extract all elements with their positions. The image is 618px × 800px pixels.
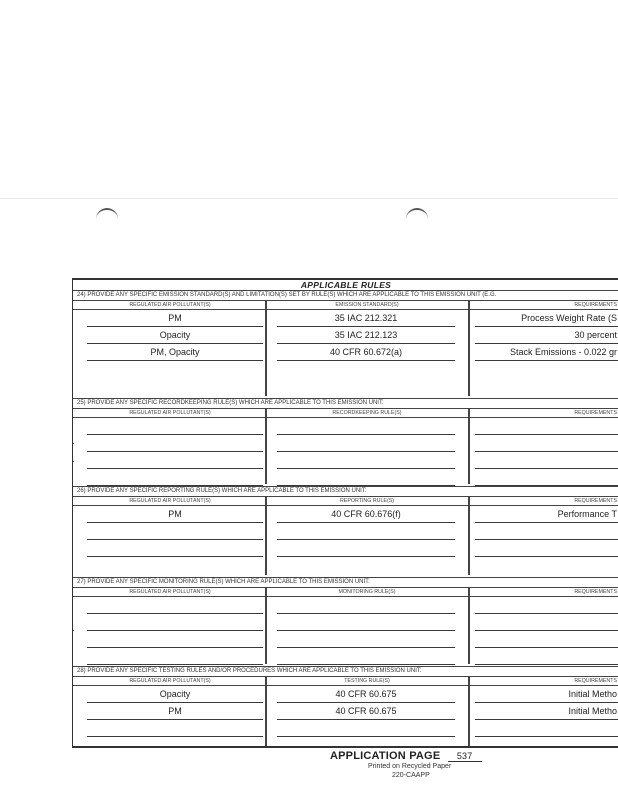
section-25-recordkeeping — [73, 399, 618, 487]
table-row — [73, 540, 618, 557]
margin-tick — [72, 443, 74, 444]
pollutant-cell[interactable] — [87, 631, 263, 648]
pollutant-cell[interactable] — [87, 614, 263, 631]
requirement-cell[interactable]: Performance T — [475, 506, 618, 523]
application-page-label: APPLICATION PAGE — [330, 750, 441, 762]
requirement-cell[interactable] — [475, 452, 618, 469]
form-code: 220-CAAPP — [392, 772, 430, 779]
table-row — [73, 614, 618, 631]
applicable-rules-form — [72, 278, 618, 748]
requirement-cell[interactable] — [475, 523, 618, 540]
rule-cell[interactable] — [277, 418, 455, 435]
column-header-row — [73, 588, 618, 597]
column-header-row — [73, 301, 618, 310]
recycled-paper-note: Printed on Recycled Paper — [368, 763, 452, 770]
header-rule: REPORTING RULE(S) — [339, 498, 395, 504]
requirement-cell[interactable] — [475, 720, 618, 737]
pollutant-cell[interactable] — [87, 523, 263, 540]
column-divider — [468, 301, 470, 396]
pollutant-cell[interactable]: PM — [87, 703, 263, 720]
pollutant-cell[interactable] — [87, 418, 263, 435]
application-page-line — [330, 750, 530, 762]
requirement-cell[interactable]: 30 percent — [475, 327, 618, 344]
rule-cell[interactable] — [277, 631, 455, 648]
header-requirements: REQUIREMENTS — [574, 589, 617, 595]
table-row — [73, 310, 618, 327]
header-pollutant: REGULATED AIR POLLUTANT(S) — [129, 678, 211, 684]
pollutant-cell[interactable]: Opacity — [87, 686, 263, 703]
header-pollutant: REGULATED AIR POLLUTANT(S) — [129, 302, 211, 308]
table-row — [73, 686, 618, 703]
column-divider — [468, 677, 470, 748]
requirement-cell[interactable] — [475, 435, 618, 452]
header-rule: RECORDKEEPING RULE(S) — [332, 410, 402, 416]
page-number: 537 — [448, 751, 482, 762]
header-requirements: REQUIREMENTS — [574, 498, 617, 504]
column-header-row — [73, 677, 618, 686]
rule-cell[interactable]: 35 IAC 212.321 — [277, 310, 455, 327]
header-requirements: REQUIREMENTS — [574, 678, 617, 684]
header-requirements: REQUIREMENTS — [574, 302, 617, 308]
table-row — [73, 597, 618, 614]
header-rule: MONITORING RULE(S) — [338, 589, 396, 595]
table-row — [73, 344, 618, 361]
punch-hole-right — [406, 208, 428, 220]
table-row — [73, 631, 618, 648]
column-divider — [265, 497, 267, 575]
requirement-cell[interactable] — [475, 469, 618, 486]
section-24-emission-standards — [73, 291, 618, 399]
rule-cell[interactable] — [277, 523, 455, 540]
pollutant-cell[interactable] — [87, 452, 263, 469]
table-row — [73, 720, 618, 737]
margin-tick — [72, 630, 74, 631]
column-header-row — [73, 409, 618, 418]
pollutant-cell[interactable]: Opacity — [87, 327, 263, 344]
column-divider — [265, 409, 267, 484]
requirement-cell[interactable]: Process Weight Rate (S — [475, 310, 618, 327]
question-25: 25) PROVIDE ANY SPECIFIC RECORDKEEPING RULE(S) WHICH ARE APPLICABLE TO THIS EMISSION UNIT: — [73, 399, 618, 409]
rule-cell[interactable]: 35 IAC 212.123 — [277, 327, 455, 344]
table-row — [73, 418, 618, 435]
rule-cell[interactable] — [277, 540, 455, 557]
column-divider — [265, 677, 267, 748]
pollutant-cell[interactable]: PM, Opacity — [87, 344, 263, 361]
punch-hole-left — [96, 208, 118, 220]
table-row — [73, 648, 618, 665]
rule-cell[interactable]: 40 CFR 60.676(f) — [277, 506, 455, 523]
rule-cell[interactable]: 40 CFR 60.672(a) — [277, 344, 455, 361]
requirement-cell[interactable] — [475, 597, 618, 614]
rule-cell[interactable] — [277, 597, 455, 614]
requirement-cell[interactable]: Initial Metho — [475, 686, 618, 703]
header-pollutant: REGULATED AIR POLLUTANT(S) — [129, 589, 211, 595]
pollutant-cell[interactable] — [87, 597, 263, 614]
question-28: 28) PROVIDE ANY SPECIFIC TESTING RULES AND/OR PROCEDURES WHICH ARE APPLICABLE TO THIS EMISSION UNIT: — [73, 667, 618, 677]
question-27: 27) PROVIDE ANY SPECIFIC MONITORING RULE(S) WHICH ARE APPLICABLE TO THIS EMISSION UNIT: — [73, 578, 618, 588]
header-rule: TESTING RULE(S) — [344, 678, 390, 684]
question-24: 24) PROVIDE ANY SPECIFIC EMISSION STANDARD(S) AND LIMITATION(S) SET BY RULE(S) WHICH ARE APPLICABLE TO THIS EMISSION UNIT (E.G. — [73, 291, 618, 301]
rule-cell[interactable] — [277, 648, 455, 665]
requirement-cell[interactable]: Initial Metho — [475, 703, 618, 720]
column-divider — [265, 588, 267, 664]
header-pollutant: REGULATED AIR POLLUTANT(S) — [129, 410, 211, 416]
rule-cell[interactable]: 40 CFR 60.675 — [277, 703, 455, 720]
table-row — [73, 452, 618, 469]
rule-cell[interactable] — [277, 452, 455, 469]
table-row — [73, 469, 618, 486]
section-28-testing — [73, 667, 618, 748]
section-27-monitoring — [73, 578, 618, 667]
rule-cell[interactable]: 40 CFR 60.675 — [277, 686, 455, 703]
column-divider — [468, 409, 470, 484]
requirement-cell[interactable] — [475, 540, 618, 557]
rule-cell[interactable] — [277, 435, 455, 452]
form-title: APPLICABLE RULES — [73, 280, 618, 291]
margin-tick — [72, 461, 74, 462]
pollutant-cell[interactable] — [87, 648, 263, 665]
header-pollutant: REGULATED AIR POLLUTANT(S) — [129, 498, 211, 504]
pollutant-cell[interactable] — [87, 469, 263, 486]
rule-cell[interactable] — [277, 720, 455, 737]
requirement-cell[interactable] — [475, 614, 618, 631]
rule-cell[interactable] — [277, 469, 455, 486]
table-row — [73, 435, 618, 452]
question-26: 26) PROVIDE ANY SPECIFIC REPORTING RULE(S) WHICH ARE APPLICABLE TO THIS EMISSION UNIT: — [73, 487, 618, 497]
requirement-cell[interactable] — [475, 648, 618, 665]
header-requirements: REQUIREMENTS — [574, 410, 617, 416]
scan-edge — [0, 198, 618, 199]
column-divider — [468, 497, 470, 575]
pollutant-cell[interactable]: PM — [87, 506, 263, 523]
table-row — [73, 327, 618, 344]
pollutant-cell[interactable] — [87, 720, 263, 737]
pollutant-cell[interactable] — [87, 435, 263, 452]
table-row — [73, 506, 618, 523]
pollutant-cell[interactable] — [87, 540, 263, 557]
rule-cell[interactable] — [277, 614, 455, 631]
table-row — [73, 523, 618, 540]
requirement-cell[interactable] — [475, 418, 618, 435]
page-footer — [330, 750, 530, 780]
section-26-reporting — [73, 487, 618, 578]
table-row — [73, 703, 618, 720]
header-rule: EMISSION STANDARD(S) — [335, 302, 399, 308]
column-header-row — [73, 497, 618, 506]
column-divider — [468, 588, 470, 664]
requirement-cell[interactable]: Stack Emissions - 0.022 gr — [475, 344, 618, 361]
column-divider — [265, 301, 267, 396]
pollutant-cell[interactable]: PM — [87, 310, 263, 327]
requirement-cell[interactable] — [475, 631, 618, 648]
